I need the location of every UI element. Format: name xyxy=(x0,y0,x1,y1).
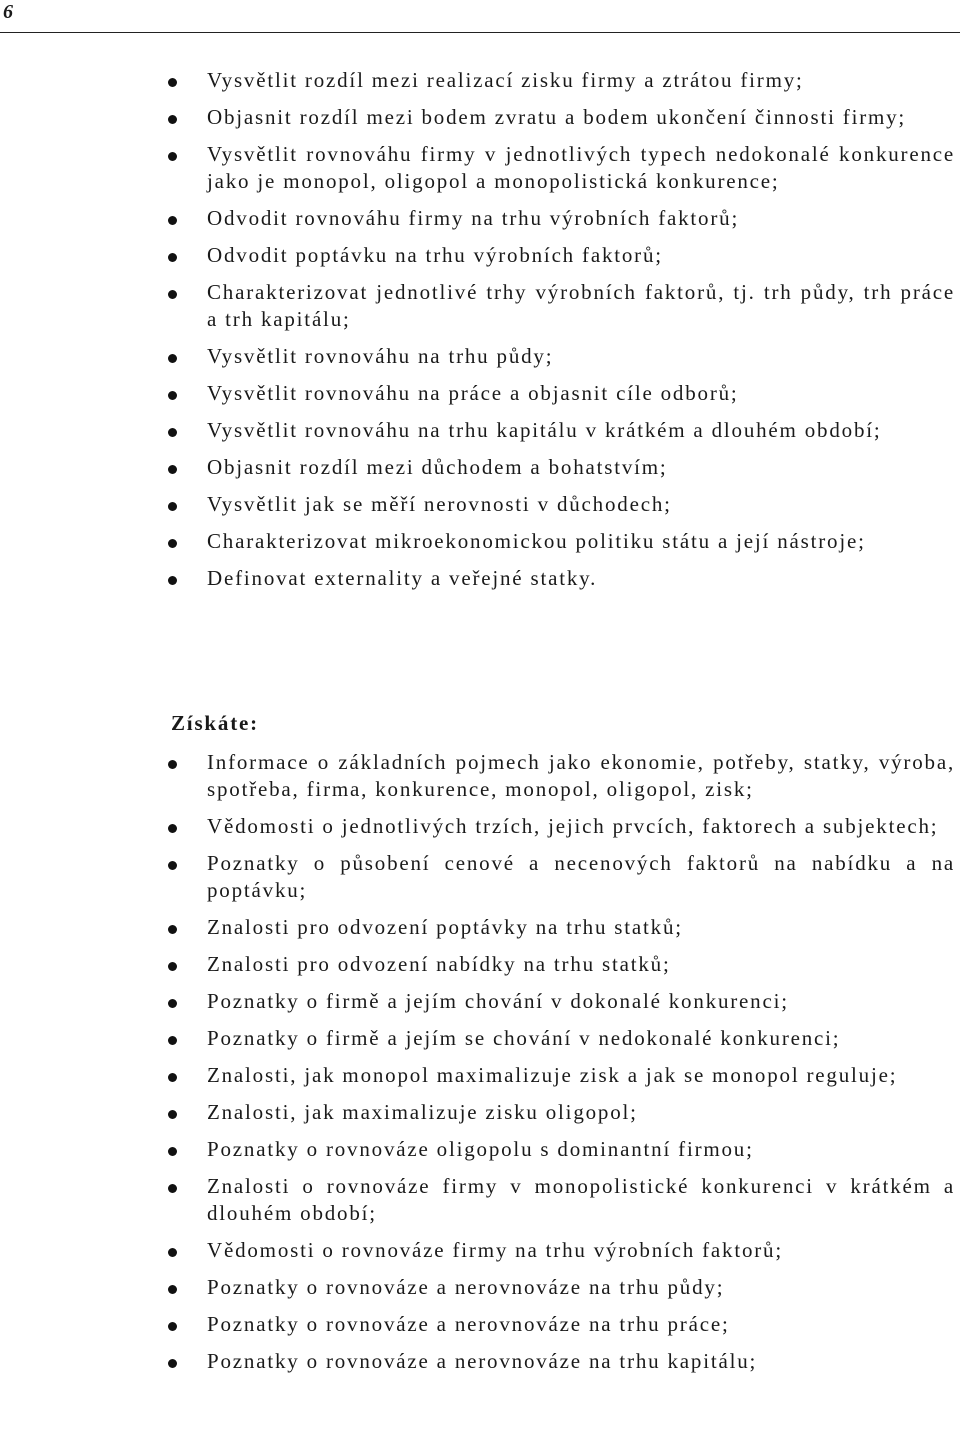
objective-text: Objasnit rozdíl mezi bodem zvratu a bodem ukončení činnosti firmy; xyxy=(207,105,907,129)
gain-text: Znalosti, jak monopol maximalizuje zisk a jak se monopol reguluje; xyxy=(207,1063,898,1087)
objective-text: Vysvětlit rovnováhu na trhu půdy; xyxy=(207,344,554,368)
list-item xyxy=(0,1173,960,1227)
bullet-icon xyxy=(168,428,177,437)
bullet-icon xyxy=(168,253,177,262)
objective-text: Vysvětlit rovnováhu firmy v jednotlivých typech nedokonalé konkurence jako je monopol, oligopol a monopolistická konkurence; xyxy=(207,142,955,193)
objective-text: Charakterizovat mikroekonomickou politiku státu a její nástroje; xyxy=(207,529,866,553)
list-item xyxy=(0,951,960,978)
bullet-icon xyxy=(168,1248,177,1257)
bullet-icon xyxy=(168,1184,177,1193)
gain-text: Poznatky o rovnováze a nerovnováze na trhu kapitálu; xyxy=(207,1349,758,1373)
gain-text: Vědomosti o rovnováze firmy na trhu výrobních faktorů; xyxy=(207,1238,783,1262)
objective-text: Odvodit poptávku na trhu výrobních faktorů; xyxy=(207,243,663,267)
objective-text: Vysvětlit rovnováhu na práce a objasnit cíle odborů; xyxy=(207,381,739,405)
gain-text: Vědomosti o jednotlivých trzích, jejich prvcích, faktorech a subjektech; xyxy=(207,814,939,838)
list-item xyxy=(0,813,960,840)
objective-text: Objasnit rozdíl mezi důchodem a bohatstvím; xyxy=(207,455,668,479)
bullet-icon xyxy=(168,115,177,124)
gain-text: Poznatky o firmě a jejím chování v dokonalé konkurenci; xyxy=(207,989,789,1013)
bullet-icon xyxy=(168,1110,177,1119)
bullet-icon xyxy=(168,962,177,971)
objective-text: Vysvětlit jak se měří nerovnosti v důchodech; xyxy=(207,492,672,516)
list-item xyxy=(0,1311,960,1338)
bullet-icon xyxy=(168,465,177,474)
bullet-icon xyxy=(168,999,177,1008)
list-item xyxy=(0,417,960,444)
list-item xyxy=(0,491,960,518)
list-item xyxy=(0,1237,960,1264)
gain-text: Poznatky o firmě a jejím se chování v nedokonalé konkurenci; xyxy=(207,1026,841,1050)
list-item xyxy=(0,988,960,1015)
gain-text: Poznatky o rovnováze oligopolu s dominantní firmou; xyxy=(207,1137,754,1161)
list-item xyxy=(0,454,960,481)
gain-text: Znalosti o rovnováze firmy v monopolistické konkurenci v krátkém a dlouhém období; xyxy=(207,1174,955,1225)
header-divider xyxy=(0,32,960,33)
bullet-icon xyxy=(168,216,177,225)
gain-text: Poznatky o rovnováze a nerovnováze na trhu práce; xyxy=(207,1312,730,1336)
objective-text: Definovat externality a veřejné statky. xyxy=(207,566,598,590)
list-item xyxy=(0,528,960,555)
bullet-icon xyxy=(168,78,177,87)
list-item xyxy=(0,205,960,232)
objective-text: Charakterizovat jednotlivé trhy výrobních faktorů, tj. trh půdy, trh práce a trh kapitálu; xyxy=(207,280,955,331)
bullet-icon xyxy=(168,539,177,548)
bullet-icon xyxy=(168,861,177,870)
objective-text: Vysvětlit rozdíl mezi realizací zisku firmy a ztrátou firmy; xyxy=(207,68,804,92)
list-item xyxy=(0,1099,960,1126)
bullet-icon xyxy=(168,1147,177,1156)
list-item xyxy=(0,279,960,333)
list-item xyxy=(0,104,960,131)
bullet-icon xyxy=(168,1285,177,1294)
bullet-icon xyxy=(168,925,177,934)
gain-text: Informace o základních pojmech jako ekonomie, potřeby, statky, výroba, spotřeba, firma, konkurence, monopol, oligopol, zisk; xyxy=(207,750,955,801)
list-item xyxy=(0,242,960,269)
page-number: 6 xyxy=(3,1,13,23)
list-item xyxy=(0,1274,960,1301)
list-item xyxy=(0,1025,960,1052)
bullet-icon xyxy=(168,1073,177,1082)
bullet-icon xyxy=(168,502,177,511)
gain-text: Znalosti pro odvození poptávky na trhu statků; xyxy=(207,915,683,939)
gain-text: Znalosti, jak maximalizuje zisku oligopol; xyxy=(207,1100,638,1124)
bullet-icon xyxy=(168,354,177,363)
list-item xyxy=(0,1062,960,1089)
list-item xyxy=(0,1348,960,1375)
objective-text: Odvodit rovnováhu firmy na trhu výrobních faktorů; xyxy=(207,206,740,230)
gain-text: Poznatky o působení cenové a necenových faktorů na nabídku a na poptávku; xyxy=(207,851,955,902)
list-item xyxy=(0,749,960,803)
bullet-icon xyxy=(168,1322,177,1331)
objective-text: Vysvětlit rovnováhu na trhu kapitálu v krátkém a dlouhém období; xyxy=(207,418,882,442)
list-item xyxy=(0,343,960,370)
gains-list xyxy=(0,749,960,1385)
bullet-icon xyxy=(168,391,177,400)
gain-text: Znalosti pro odvození nabídky na trhu statků; xyxy=(207,952,671,976)
bullet-icon xyxy=(168,1359,177,1368)
bullet-icon xyxy=(168,152,177,161)
bullet-icon xyxy=(168,1036,177,1045)
bullet-icon xyxy=(168,290,177,299)
bullet-icon xyxy=(168,824,177,833)
list-item xyxy=(0,141,960,195)
list-item xyxy=(0,850,960,904)
gain-text: Poznatky o rovnováze a nerovnováze na trhu půdy; xyxy=(207,1275,725,1299)
list-item xyxy=(0,1136,960,1163)
objectives-list xyxy=(0,67,960,602)
list-item xyxy=(0,565,960,592)
section-heading-ziskate: Získáte: xyxy=(171,711,259,735)
list-item xyxy=(0,914,960,941)
list-item xyxy=(0,380,960,407)
bullet-icon xyxy=(168,760,177,769)
bullet-icon xyxy=(168,576,177,585)
list-item xyxy=(0,67,960,94)
